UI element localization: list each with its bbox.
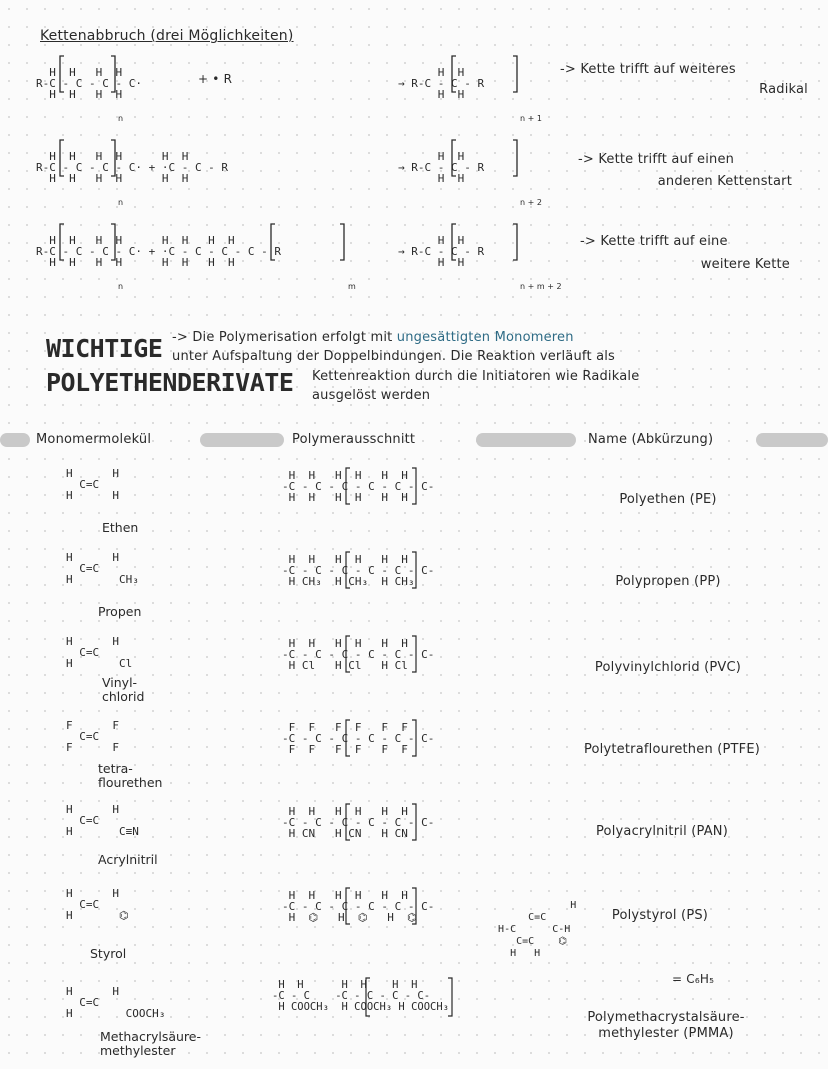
product-structure-2: H H → R-C - C - R H H	[398, 150, 485, 185]
note-2-line2: anderen Kettenstart	[657, 174, 792, 189]
chain-structure-1: H H H H R-C - C - C - C· H H H H	[36, 66, 142, 101]
polymer-structure-3: H H H H H H -C - C - C - C - C - C- H Cl H Cl H Cl	[282, 637, 435, 672]
polymer-name-2: Polypropen (PP)	[615, 574, 721, 589]
important-text-line2: unter Aufspaltung der Doppelbindungen. Die Reaktion verläuft als	[172, 349, 616, 364]
subscript-product-2: n + 2	[520, 198, 542, 207]
monomer-structure-5: H H C=C H C≡N	[66, 803, 139, 838]
monomer-structure-7: H H C=C H COOCH₃	[66, 985, 166, 1020]
subscript-n-2: n	[118, 198, 124, 207]
product-structure-3: H H → R-C - C - R H H	[398, 234, 485, 269]
polymer-name-4: Polytetraflourethen (PTFE)	[583, 742, 761, 757]
monomer-structure-4: F F C=C F F	[66, 719, 119, 754]
polymer-name-6: Polystyrol (PS)	[611, 908, 709, 923]
monomer-structure-1: H H C=C H H	[66, 467, 119, 502]
important-title-line2: POLYETHENDERIVATE	[46, 368, 294, 397]
monomer-label-6: Styrol	[90, 946, 127, 961]
note-1-line2: Radikal	[759, 82, 808, 97]
monomer-label-7: Methacrylsäure- methylester	[100, 1029, 202, 1058]
polymer-structure-6: H H H H H H -C - C - C - C - C - C- H ⌬ H ⌬ H ⌬	[282, 889, 435, 924]
polymer-structure-4: F F F F F F -C - C - C - C - C - C- F F F F F F	[282, 721, 435, 756]
subscript-n-1: n	[118, 114, 124, 123]
note-3-line2: weitere Kette	[700, 257, 790, 272]
important-text-line4: ausgelöst werden	[312, 388, 431, 403]
polymer-structure-7: H H H H H H -C - C -C - C - C - C- H COOCH₃ H COOCH₃ H COOCH₃	[272, 979, 450, 1013]
polymer-name-3: Polyvinylchlorid (PVC)	[594, 660, 742, 675]
polymer-name-1: Polyethen (PE)	[619, 492, 717, 507]
note-2-line1: -> Kette trifft auf einen	[578, 152, 735, 167]
col-header-monomer: Monomermolekül	[36, 432, 152, 447]
important-title-line1: WICHTIGE	[46, 334, 163, 363]
monomer-label-1: Ethen	[102, 520, 139, 535]
important-text-line3: Kettenreaktion durch die Initiatoren wie Radikale	[312, 369, 640, 384]
polymer-structure-1: H H H H H H -C - C - C - C - C - C- H H H H H H	[282, 469, 435, 504]
c6h5-label: = C₆H₅	[672, 972, 715, 986]
polymer-structure-2: H H H H H H -C - C - C - C - C - C- H CH₃ H CH₃ H CH₃	[282, 553, 435, 588]
subscript-product-1: n + 1	[520, 114, 542, 123]
monomer-structure-6: H H C=C H ⌬	[66, 887, 129, 922]
chain-structure-2a: H H H H H H R-C - C - C - C· + ·C - C - R H H H H H H	[36, 150, 229, 185]
heading-text: Kettenabbruch (drei Möglichkeiten)	[40, 28, 294, 44]
note-1-line1: -> Kette trifft auf weiteres	[560, 62, 736, 77]
polymer-name-5: Polyacrylnitril (PAN)	[595, 824, 729, 839]
styrene-detail-structure: H C=C H-C C-H C=C ⌬ H H	[498, 900, 577, 959]
chain-structure-3a: H H H H H H H H R-C - C - C - C· + ·C - C - C - C - R H H H H H H H H	[36, 234, 282, 269]
plus-sign: +	[198, 72, 209, 86]
subscript-n-3: n	[118, 282, 124, 291]
radical-r: • R	[212, 72, 233, 86]
monomer-label-3: Vinyl- chlorid	[102, 675, 145, 704]
important-text-pre: -> Die Polymerisation erfolgt mit	[172, 330, 397, 345]
monomer-structure-2: H H C=C H CH₃	[66, 551, 139, 586]
important-text-highlight: ungesättigten Monomeren	[396, 330, 574, 345]
monomer-label-4: tetra- flourethen	[98, 761, 163, 790]
monomer-label-5: Acrylnitril	[98, 852, 158, 867]
col-header-polymer: Polymerausschnitt	[292, 432, 416, 447]
monomer-label-2: Propen	[98, 604, 142, 619]
subscript-product-3: n + m + 2	[520, 282, 562, 291]
product-structure-1: H H → R-C - C - R H H	[398, 66, 485, 101]
subscript-m-3: m	[348, 282, 356, 291]
col-header-name: Name (Abkürzung)	[588, 432, 714, 447]
polymer-structure-5: H H H H H H -C - C - C - C - C - C- H CN H CN H CN	[282, 805, 435, 840]
monomer-structure-3: H H C=C H Cl	[66, 635, 133, 670]
note-3-line1: -> Kette trifft auf eine	[580, 234, 728, 249]
polymer-name-7: Polymethacrystalsäure- methylester (PMMA)	[587, 1010, 745, 1041]
